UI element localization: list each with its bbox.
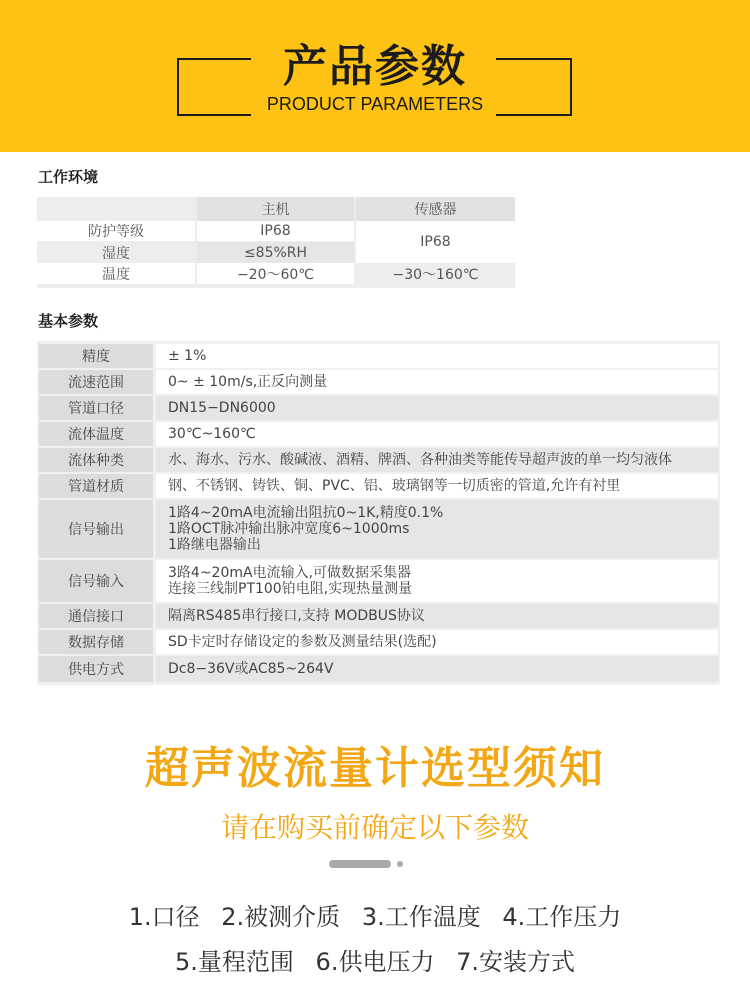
param-value [156, 656, 718, 682]
list-item: 7.安装方式 [456, 948, 575, 976]
param-value [156, 604, 718, 628]
environment-row-label: 温度 [37, 263, 195, 284]
param-value-line: 30℃~160℃ [168, 426, 256, 442]
param-value-line: Dc8−36V或AC85~264V [168, 661, 334, 677]
table-row [39, 604, 718, 628]
table-row [39, 500, 718, 558]
table-row [39, 422, 718, 446]
environment-row-sensor: −30～160℃ [356, 263, 515, 284]
divider-dot [397, 861, 403, 867]
param-value-line: 3路4~20mA电流输入,可做数据采集器 [168, 565, 412, 581]
table-row [39, 344, 718, 368]
list-item: 2.被测介质 [221, 903, 341, 931]
table-row [39, 656, 718, 682]
param-label: 供电方式 [39, 656, 153, 682]
param-value-line: 1路OCT脉冲输出脉冲宽度6~1000ms [168, 521, 410, 537]
environment-row-label: 防护等级 [37, 221, 195, 241]
param-value [156, 370, 718, 394]
param-value-line: 钢、不锈钢、铸铁、铜、PVC、铝、玻璃钢等一切质密的管道,允许有衬里 [168, 478, 621, 494]
param-value [156, 422, 718, 446]
environment-header-blank [37, 197, 195, 221]
page-title: 产品参数 [283, 41, 467, 92]
param-label: 流体温度 [39, 422, 153, 446]
param-value-line: DN15−DN6000 [168, 400, 276, 416]
selection-subtitle: 请在购买前确定以下参数 [220, 811, 529, 844]
param-value-line: 隔离RS485串行接口,支持 MODBUS协议 [168, 608, 425, 624]
table-row [39, 630, 718, 654]
selection-list-line-1 [0, 897, 750, 932]
list-item: 4.工作压力 [502, 903, 622, 931]
environment-row-host: IP68 [197, 221, 354, 241]
divider-pill [329, 860, 391, 868]
param-label: 管道口径 [39, 396, 153, 420]
param-label: 流速范围 [39, 370, 153, 394]
basic-section-title: 基本参数 [38, 312, 99, 330]
param-value [156, 474, 718, 498]
param-value-line: 0~ ± 10m/s,正反向测量 [168, 374, 328, 390]
table-row [39, 474, 718, 498]
param-value [156, 448, 718, 472]
list-item: 3.工作温度 [361, 903, 481, 931]
page-subtitle: PRODUCT PARAMETERS [266, 94, 484, 114]
environment-row-host: −20～60℃ [197, 263, 354, 284]
list-item: 6.供电压力 [315, 948, 435, 976]
environment-column-host: 主机 [197, 197, 354, 221]
table-row [39, 370, 718, 394]
list-item: 5.量程范围 [175, 948, 294, 976]
param-label: 信号输入 [39, 560, 153, 602]
environment-column-sensor: 传感器 [356, 197, 515, 221]
environment-sensor-protection: IP68 [356, 221, 515, 263]
basic-parameters-table [37, 341, 720, 685]
param-value [156, 560, 718, 602]
param-value-line: 1路继电器输出 [168, 537, 261, 553]
environment-row-label: 湿度 [37, 242, 195, 263]
environment-section-title: 工作环境 [38, 168, 99, 186]
param-value [156, 500, 718, 558]
param-value [156, 630, 718, 654]
param-label: 信号输出 [39, 500, 153, 558]
param-label: 流体种类 [39, 448, 153, 472]
param-value-line: 1路4~20mA电流输出阻抗0~1K,精度0.1% [168, 505, 444, 521]
environment-row-host: ≤85%RH [197, 242, 354, 263]
param-label: 管道材质 [39, 474, 153, 498]
param-value [156, 344, 718, 368]
selection-list-line-2 [0, 942, 750, 977]
selection-title: 超声波流量计选型须知 [145, 743, 605, 794]
param-label: 通信接口 [39, 604, 153, 628]
environment-table [37, 197, 515, 288]
list-item: 1.口径 [128, 903, 200, 931]
table-row [39, 396, 718, 420]
param-label: 精度 [39, 344, 153, 368]
param-value-line: SD卡定时存储设定的参数及测量结果(选配) [168, 634, 437, 650]
param-value-line: 连接三线制PT100铂电阻,实现热量测量 [168, 581, 413, 597]
header-banner [0, 0, 750, 152]
param-value-line: 水、海水、污水、酸碱液、酒精、牌酒、各种油类等能传导超声波的单一均匀液体 [168, 452, 672, 468]
param-value [156, 396, 718, 420]
param-label: 数据存储 [39, 630, 153, 654]
table-row [39, 560, 718, 602]
param-value-line: ± 1% [168, 348, 207, 364]
table-row [39, 448, 718, 472]
